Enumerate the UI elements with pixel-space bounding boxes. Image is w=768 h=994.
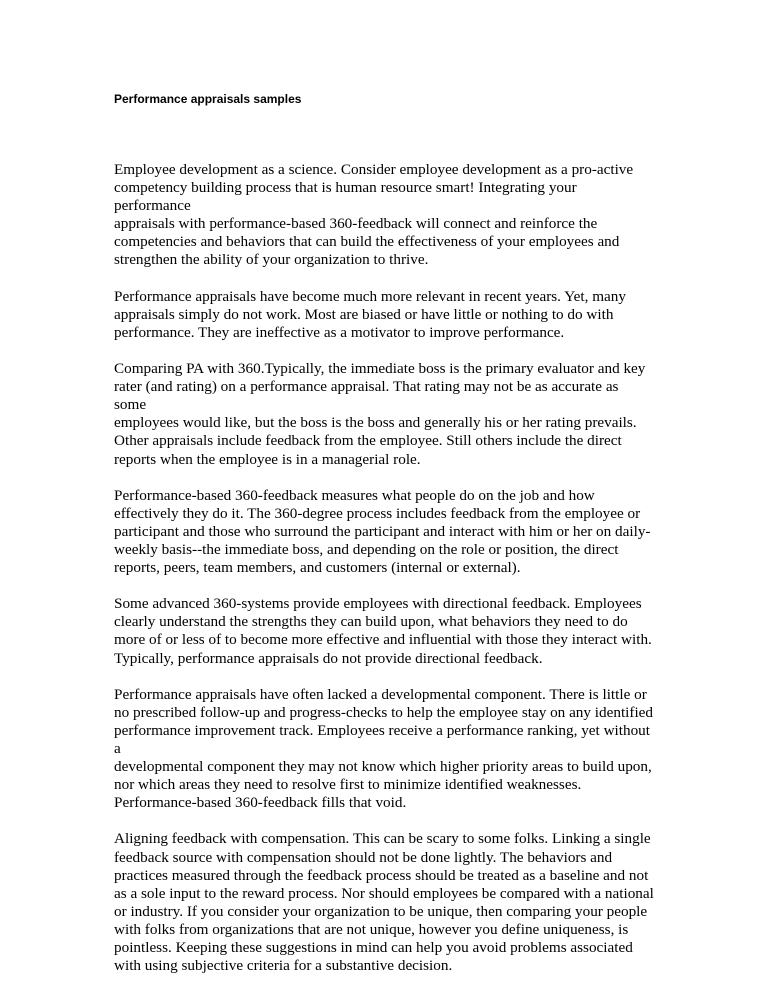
paragraph-employee-development: Employee development as a science. Consider employee development as a pro-active competency building process that is human resource smart! Integrating your performance appraisals with performance-based 360-feedback will connect and reinforce the competencies and behaviors that can build the effectiveness of your employees and strengthen the ability of your organization to thrive. [114,161,634,269]
paragraph-developmental-component: Performance appraisals have often lacked a developmental component. There is little or no prescribed follow-up and progress-checks to help the employee stay on any identified performance improvement track. Employees receive a performance ranking, yet without a developmental component they may not know which higher priority areas to build upon, nor which areas they need to resolve first to minimize identified weaknesses. Performance-based 360-feedback fills that void. [114,685,653,812]
document-body [114,161,654,993]
paragraph-360-feedback: Performance-based 360-feedback measures what people do on the job and how effectively they do it. The 360-degree process includes feedback from the employee or participant and those who surround the participant and interact with him or her on daily- weekly basis--the immediate boss, and depending on the role or position, the direct reports, peers, team members, and customers (internal or external). [114,486,651,577]
paragraph-directional-feedback: Some advanced 360-systems provide employees with directional feedback. Employees clearly understand the strengths they can build upon, what behaviors they need to do more of or less of to become more effective and influential with those they interact with. Typically, performance appraisals do not provide directional feedback. [114,595,652,667]
document-title: Performance appraisals samples [114,92,302,106]
paragraph-relevance: Performance appraisals have become much more relevant in recent years. Yet, many appraisals simply do not work. Most are biased or have little or nothing to do with performance. They are ineffective as a motivator to improve performance. [114,287,626,341]
paragraph-compensation: Aligning feedback with compensation. This can be scary to some folks. Linking a single feedback source with compensation should not be done lightly. The behaviors and practices measured through the feedback process should be treated as a baseline and not as a sole input to the reward process. Nor should employees be compared with a national or industry. If you consider your organization to be unique, then comparing your people with folks from organizations that are not unique, however you define uniqueness, is pointless. Keeping these suggestions in mind can help you avoid problems associated with using subjective criteria for a substantive decision. [114,830,654,975]
paragraph-comparing-pa: Comparing PA with 360.Typically, the immediate boss is the primary evaluator and key rater (and rating) on a performance appraisal. That rating may not be as accurate as some employees would like, but the boss is the boss and generally his or her rating prevails. Other appraisals include feedback from the employee. Still others include the direct reports when the employee is in a managerial role. [114,360,646,468]
